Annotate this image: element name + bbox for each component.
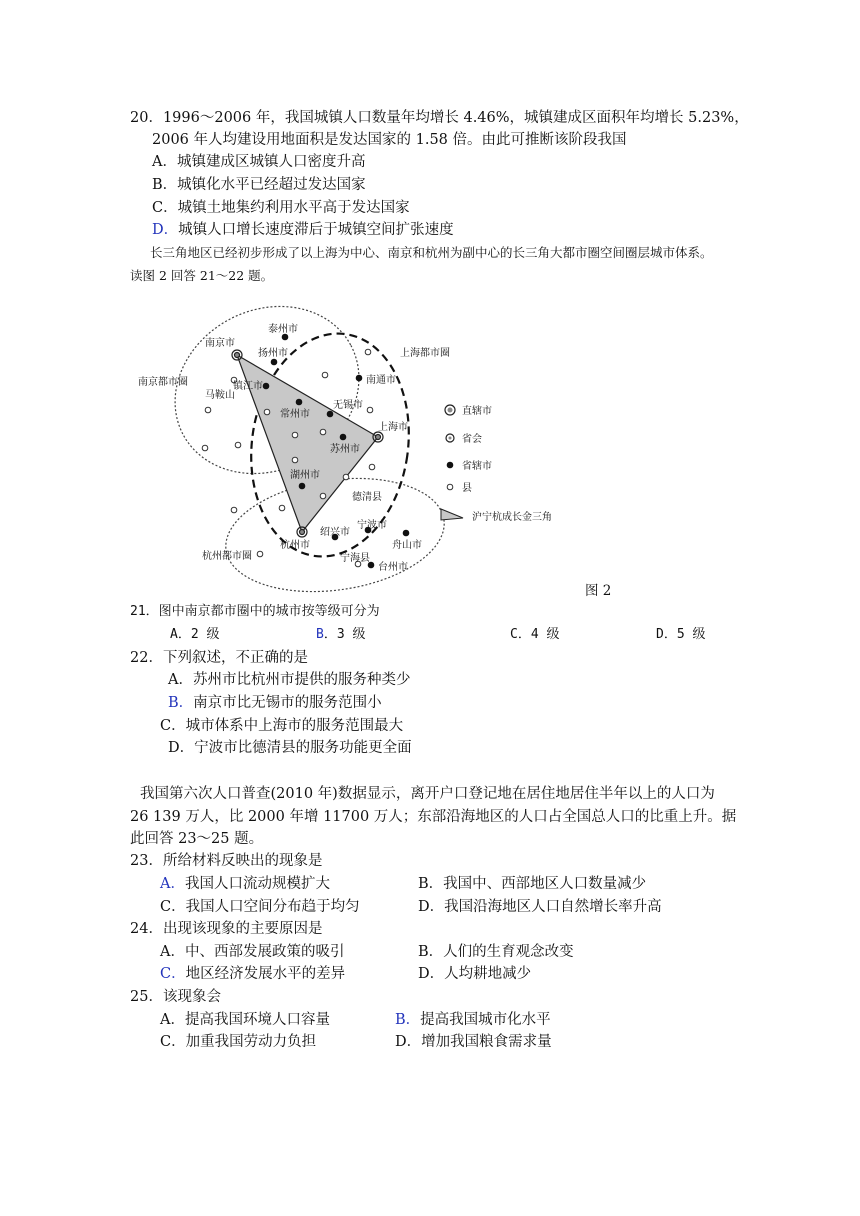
label-zhenjiang: 镇江市 bbox=[233, 381, 263, 392]
intro2-line1: 我国第六次人口普查(2010 年)数据显示，离开户口登记地在居住地居住半年以上的人口为 bbox=[140, 786, 715, 802]
label-nanjing: 南京市 bbox=[205, 338, 235, 349]
label-hangzhou: 杭州市 bbox=[280, 540, 310, 551]
q21-stem: 21．图中南京都市圈中的城市按等级可分为 bbox=[130, 604, 380, 619]
q23-option-d: D．我国沿海地区人口自然增长率升高 bbox=[418, 899, 662, 915]
label-changzhou: 常州市 bbox=[280, 409, 310, 420]
svg-text:省会: 省会 bbox=[462, 434, 482, 445]
label-hangzhou-circle: 杭州都市圈 bbox=[202, 551, 252, 562]
label-deqing: 德清县 bbox=[352, 492, 382, 503]
label-nantong: 南通市 bbox=[366, 375, 396, 386]
city-system-map bbox=[130, 300, 730, 595]
q21-option-d: D．5 级 bbox=[656, 627, 706, 642]
intro2-line3: 此回答 23～25 题。 bbox=[130, 831, 264, 847]
q24-option-c: C．地区经济发展水平的差异 bbox=[160, 966, 346, 982]
q22-option-c: C．城市体系中上海市的服务范围最大 bbox=[160, 718, 404, 734]
q25-option-d: D．增加我国粮食需求量 bbox=[395, 1034, 552, 1050]
q21-option-c: C．4 级 bbox=[510, 627, 560, 642]
label-shanghai: 上海市 bbox=[378, 422, 408, 433]
q22-option-b: B．南京市比无锡市的服务范围小 bbox=[168, 695, 382, 711]
label-ninghai: 宁海县 bbox=[340, 553, 370, 564]
label-wuxi: 无锡市 bbox=[333, 400, 363, 411]
svg-text:县: 县 bbox=[462, 483, 472, 494]
label-maanshan: 马鞍山 bbox=[205, 390, 235, 401]
q20-option-b: B．城镇化水平已经超过发达国家 bbox=[152, 177, 366, 193]
label-shanghai-circle: 上海都市圈 bbox=[400, 348, 450, 359]
q25-option-a: A．提高我国环境人口容量 bbox=[160, 1012, 330, 1028]
label-zhoushan: 舟山市 bbox=[392, 540, 422, 551]
svg-text:直辖市: 直辖市 bbox=[462, 406, 492, 417]
label-shaoxing: 绍兴市 bbox=[320, 527, 350, 538]
svg-text:省辖市: 省辖市 bbox=[462, 461, 492, 472]
q24-stem: 24．出现该现象的主要原因是 bbox=[130, 921, 323, 937]
q20-option-d: D．城镇人口增长速度滞后于城镇空间扩张速度 bbox=[152, 222, 454, 238]
intro1-line1: 长三角地区已经初步形成了以上海为中心、南京和杭州为副中心的长三角大都市圈空间圈层城市体系。 bbox=[150, 245, 713, 260]
figure-caption: 图 2 bbox=[585, 583, 612, 599]
label-taizhou-zj: 台州市 bbox=[378, 562, 408, 573]
q25-option-b: B．提高我国城市化水平 bbox=[395, 1012, 551, 1028]
q22-option-a: A．苏州市比杭州市提供的服务种类少 bbox=[168, 672, 411, 688]
q25-option-c: C．加重我国劳动力负担 bbox=[160, 1034, 317, 1050]
q24-option-b: B．人们的生育观念改变 bbox=[418, 944, 574, 960]
q22-stem: 22．下列叙述，不正确的是 bbox=[130, 650, 308, 666]
svg-text:沪宁杭成长金三角: 沪宁杭成长金三角 bbox=[472, 512, 552, 523]
label-ningbo: 宁波市 bbox=[357, 520, 387, 531]
intro1-line2: 读图 2 回答 21～22 题。 bbox=[130, 268, 274, 283]
q23-option-c: C．我国人口空间分布趋于均匀 bbox=[160, 899, 360, 915]
q24-option-a: A．中、西部发展政策的吸引 bbox=[160, 944, 345, 960]
q20-stem-line1: 20．1996～2006 年，我国城镇人口数量年均增长 4.46%，城镇建成区面积年均增长 5.23%， bbox=[130, 110, 749, 126]
q20-option-a: A．城镇建成区城镇人口密度升高 bbox=[152, 154, 366, 170]
label-suzhou: 苏州市 bbox=[330, 444, 360, 455]
label-nanjing-circle: 南京都市圈 bbox=[138, 377, 188, 388]
q20-stem-line2: 2006 年人均建设用地面积是发达国家的 1.58 倍。由此可推断该阶段我国 bbox=[152, 132, 627, 148]
q24-option-d: D．人均耕地减少 bbox=[418, 966, 532, 982]
label-huzhou: 湖州市 bbox=[290, 470, 320, 481]
q22-option-d: D．宁波市比德清县的服务功能更全面 bbox=[168, 740, 412, 756]
q25-stem: 25．该现象会 bbox=[130, 989, 221, 1005]
q23-option-b: B．我国中、西部地区人口数量减少 bbox=[418, 876, 647, 892]
label-taizhou-js: 泰州市 bbox=[268, 324, 298, 335]
q23-stem: 23．所给材料反映出的现象是 bbox=[130, 853, 323, 869]
q23-option-a: A．我国人口流动规模扩大 bbox=[160, 876, 330, 892]
map-legend bbox=[441, 404, 552, 523]
label-yangzhou: 扬州市 bbox=[258, 348, 288, 359]
q21-option-a: A．2 级 bbox=[170, 627, 220, 642]
q20-option-c: C．城镇土地集约利用水平高于发达国家 bbox=[152, 200, 410, 216]
q21-option-b: B．3 级 bbox=[316, 627, 366, 642]
intro2-line2: 26 139 万人，比 2000 年增 11700 万人；东部沿海地区的人口占全国总人口的比重上升。据 bbox=[130, 809, 737, 825]
